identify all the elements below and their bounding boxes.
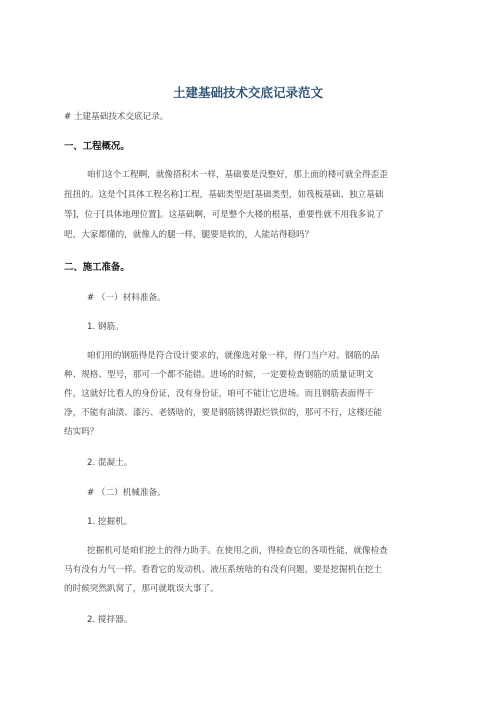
paragraph-line: 结实吗？ — [64, 427, 99, 437]
item-title-steel: 1. 钢筋。 — [87, 322, 124, 332]
document-title: 土建基础技术交底记录范文 — [172, 85, 323, 100]
paragraph-line: 马有没有力气一样。看看它的发动机、液压系统啥的有没有问题，要是挖掘机在挖土 — [64, 565, 382, 575]
subsection-heading-materials: # （一）材料准备。 — [87, 293, 166, 303]
paragraph-line: 的时候突然趴窝了，那可就耽误大事了。 — [64, 584, 219, 594]
paragraph-line: 种、规格、型号，那可一个都不能错。进场的时候，一定要检查钢筋的质量证明文 — [64, 370, 374, 380]
paragraph-line: 吧，大家都懂的，就像人的腿一样，腿要是软的，人能站得稳吗？ — [64, 230, 314, 240]
paragraph-line: 咱们用的钢筋得是符合设计要求的，就像选对象一样，得门当户对。钢筋的品 — [87, 351, 380, 361]
paragraph-line: 挖掘机可是咱们挖土的得力助手。在使用之前，得检查它的各项性能，就像检查 — [87, 546, 388, 556]
subtitle: # 土建基础技术交底记录。 — [64, 112, 169, 122]
item-title-excavator: 1. 挖掘机。 — [87, 517, 133, 527]
section-heading-overview: 一、工程概况。 — [64, 141, 130, 152]
item-title-concrete: 2. 混凝土。 — [87, 458, 133, 468]
paragraph-line: 件，这就好比看人的身份证，没有身份证，咱可不能让它进场。而且钢筋表面得干 — [64, 389, 374, 399]
section-heading-preparation: 二、施工准备。 — [64, 262, 130, 273]
item-title-mixer: 2. 搅拌器。 — [87, 615, 133, 625]
paragraph-line: 净，不能有油渍、漆污、老锈啥的，要是钢筋锈得跟烂铁似的，那可不行，这楼还能 — [64, 408, 382, 418]
paragraph-line: 咱们这个工程啊，就像搭积木一样，基础要是没整好，那上面的楼可就全得歪歪 — [87, 170, 388, 180]
subsection-heading-machinery: # （二）机械准备。 — [87, 488, 166, 498]
paragraph-line: 扭扭的。这是个[具体工程名称]工程，基础类型是[基础类型，如筏板基础、独立基础 — [64, 190, 384, 200]
paragraph-line: 等]，位于[具体地理位置]。这基础啊，可是整个大楼的根基，重要性就不用我多说了 — [64, 210, 384, 220]
